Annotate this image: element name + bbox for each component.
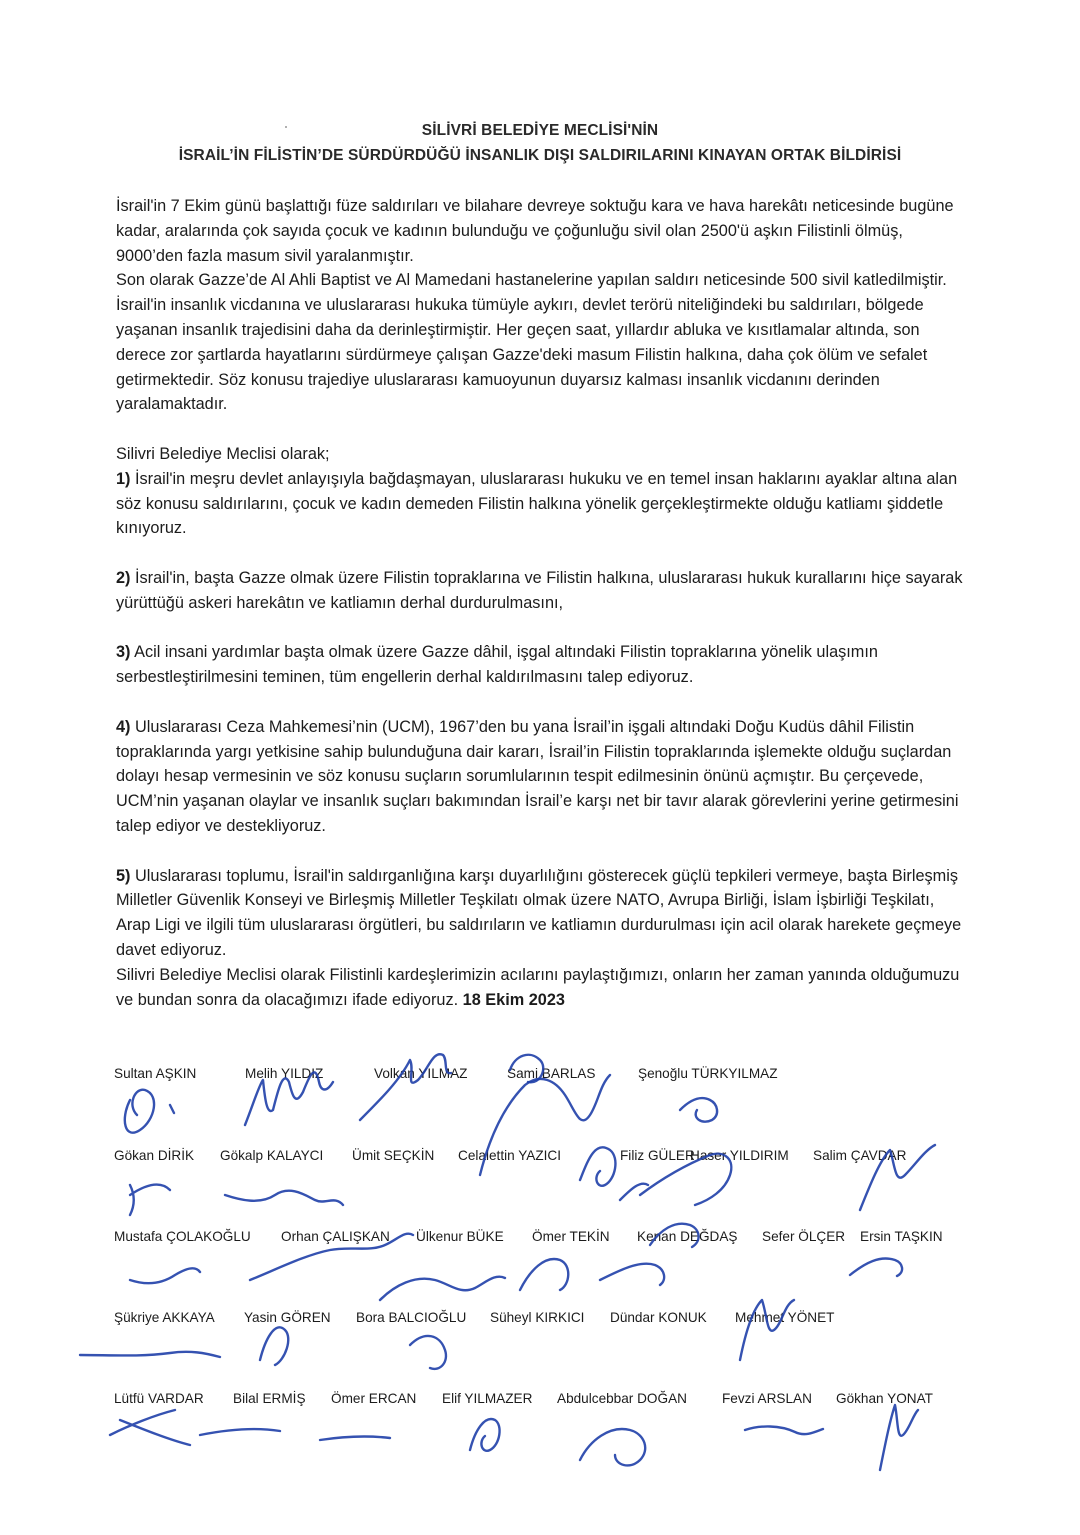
signature-stroke: [520, 1259, 568, 1290]
list-item: [116, 566, 966, 616]
signature-stroke: [380, 1277, 505, 1300]
signature-stroke: [410, 1336, 446, 1369]
item-text: Uluslararası toplumu, İsrail'in saldırganlığına karşı duyarlılığını gösterecek güçlü tepkileri vermeye, başta Birleşmiş Milletler Güvenlik Konseyi ve Birleşmiş Milletler Teşkilatı olmak üzere NATO, Avrupa Birliği, İslam İşbirliği Teşkilatı, Arap Ligi ve ilgili tüm uluslararası örgütleri, bu saldırıların ve katliamın durdurulması için acil olarak harekete geçmeye davet ediyoruz.: [116, 866, 962, 959]
signature-stroke: [130, 1268, 200, 1283]
signature-stroke: [745, 1426, 823, 1434]
paragraph: Son olarak Gazze’de Al Ahli Baptist ve Al Mamedani hastanelerine yapılan saldırı neticesinde 500 sivil katledilmiştir.: [116, 271, 947, 290]
document-title-line-2: İSRAİL’İN FİLİSTİN’DE SÜRDÜRDÜĞÜ İNSANLIK DIŞI SALDIRILARINI KINAYAN ORTAK BİLDİRİSİ: [178, 147, 902, 164]
signature-stroke: [260, 1327, 288, 1365]
list-item: [116, 715, 966, 839]
paragraph: İsrail'in insanlık vicdanına ve uluslararası hukuka tümüyle aykırı, devlet terörü niteliğindeki bu saldırıları, bölgede yaşanan insanlık trajedisini daha da derinleştirmiştir. Her geçen saat, yıllardır abluka ve kısıtlamalar altında, son derece zor şartlarda hayatlarını sürdürmeye çalışan Gazze'deki masum Filistin halkına, daha çok ölüm ve sefalet getirmektedir. Söz konusu trajediye uluslararası kamuoyunun duyarsız kalması insanlık vicdanını derinden yaralamaktadır.: [116, 296, 928, 414]
signatory-name: Haser YILDIRIM: [690, 1148, 789, 1163]
signatory-name: Elif YILMAZER: [442, 1391, 533, 1406]
item-text: Uluslararası Ceza Mahkemesi’nin (UCM), 1967’den bu yana İsrail’in işgali altındaki Doğu Kudüs dâhil Filistin topraklarında yargı yetkisine sahip bulunduğuna dair kararı, İsrail’in Filistin topraklarında işlemekte olduğu suçlardan dolayı hesap vermesinin ve söz konusu suçların sorumlularının tespit edilmesinin önünü açmıştır. Bu çerçevede, UCM’nin yaşanan olaylar ve insanlık suçları bakımından İsrail’e karşı net bir tavır alarak görevlerini yerine getirmesini talep ediyor ve destekliyoruz.: [116, 717, 959, 835]
signature-stroke: [130, 1185, 170, 1215]
document-date: 18 Ekim 2023: [462, 990, 565, 1009]
signature-stroke: [360, 1054, 451, 1120]
item-number: 1): [116, 469, 131, 488]
signatory-name: Gökan DİRİK: [114, 1148, 195, 1163]
signatory-name: Abdulcebbar DOĞAN: [557, 1391, 687, 1406]
item-number: 3): [116, 643, 131, 662]
signatory-name: Sami BARLAS: [507, 1066, 596, 1081]
signatory-name: Kenan DEĞDAŞ: [637, 1229, 738, 1244]
item-number: 5): [116, 866, 131, 885]
signature-stroke: [580, 1429, 645, 1465]
signatory-name: Ömer TEKİN: [532, 1229, 610, 1244]
signature-stroke: [850, 1258, 902, 1276]
signature-stroke: [740, 1300, 794, 1360]
paragraph: Silivri Belediye Meclisi olarak;: [116, 444, 330, 463]
signatory-name: Mustafa ÇOLAKOĞLU: [114, 1229, 251, 1244]
signatory-name: Salim ÇAVDAR: [813, 1148, 907, 1163]
signatory-name: Orhan ÇALIŞKAN: [281, 1229, 390, 1244]
signature-stroke: [470, 1419, 500, 1451]
signature-stroke: [320, 1437, 390, 1440]
signature-stroke: [80, 1352, 220, 1357]
signature-stroke: [110, 1410, 190, 1445]
signature-stroke: [880, 1405, 918, 1470]
signatory-name: Gökhan YONAT: [836, 1391, 933, 1406]
closing-text: Silivri Belediye Meclisi olarak Filistinli kardeşlerimizin acılarını paylaştığımızı, onların her zaman yanında olduğumuzu ve bundan sonra da olacağımızı ifade ediyoruz.: [116, 965, 960, 1009]
item-number: 4): [116, 717, 131, 736]
signatory-name: Ersin TAŞKIN: [860, 1229, 943, 1244]
signatory-name: Dündar KONUK: [610, 1310, 707, 1325]
closing-statement: [116, 963, 966, 1013]
signatory-name: Gökalp KALAYCI: [220, 1148, 324, 1163]
signatory-name: Şenoğlu TÜRKYILMAZ: [638, 1066, 778, 1081]
signatory-name: Lütfü VARDAR: [114, 1391, 204, 1406]
signatory-name: Bora BALCIOĞLU: [356, 1310, 467, 1325]
signature-stroke: [125, 1090, 174, 1133]
signatory-name: Süheyl KIRKICI: [490, 1310, 585, 1325]
declaration-body: [116, 194, 966, 1012]
signatory-name: Melih YILDIZ: [245, 1066, 324, 1081]
signatory-name: Yasin GÖREN: [244, 1310, 331, 1325]
signatory-name: Mehmet YÖNET: [735, 1310, 835, 1325]
signatory-name: Filiz GÜLER: [620, 1148, 695, 1163]
item-number: 2): [116, 568, 131, 587]
item-text: Acil insani yardımlar başta olmak üzere Gazze dâhil, işgal altındaki Filistin topraklarına yönelik ulaşımın serbestleştirilmesini teminen, tüm engellerin derhal kaldırılmasını talep ediyoruz.: [116, 643, 878, 687]
document-title-line-1: SİLİVRİ BELEDİYE MECLİSİ'NİN: [421, 122, 659, 139]
signature-stroke: [225, 1191, 343, 1205]
signatory-name: Sultan AŞKIN: [114, 1066, 197, 1081]
list-item: [116, 864, 966, 963]
signatory-name: Celalettin YAZICI: [458, 1148, 562, 1163]
item-text: İsrail'in, başta Gazze olmak üzere Filistin topraklarına ve Filistin halkına, uluslararası hukuk kurallarını hiçe sayarak yürüttüğü askeri harekâtın ve katliamın derhal durdurulmasını,: [116, 568, 963, 612]
signatory-name: Sefer ÖLÇER: [762, 1229, 846, 1244]
signatory-name: Ömer ERCAN: [331, 1391, 417, 1406]
signatory-name: Volkan YILMAZ: [374, 1066, 468, 1081]
signatory-name: Ülkenur BÜKE: [416, 1229, 504, 1244]
item-text: İsrail'in meşru devlet anlayışıyla bağdaşmayan, uluslararası hukuku ve en temel insan haklarını ayaklar altına alan söz konusu saldırılarını, çocuk ve kadın demeden Filistin halkına yönelik gerçekleştirmekte olduğu katliamı şiddetle kınıyoruz.: [116, 469, 958, 538]
signature-stroke: [680, 1098, 717, 1122]
signatory-name: Bilal ERMİŞ: [233, 1391, 306, 1406]
paragraph: İsrail'in 7 Ekim günü başlattığı füze saldırıları ve bilahare devreye soktuğu kara ve hava harekâtı neticesinde bugüne kadar, aralarında çok sayıda çocuk ve kadının bulunduğu ve çoğunluğu sivil olan 2500'ü aşkın Filistinli ölmüş, 9000’den fazla masum sivil yaralanmıştır.: [116, 197, 954, 265]
signature-stroke: [600, 1264, 664, 1285]
signature-stroke: [200, 1429, 280, 1435]
list-item: [116, 467, 966, 541]
list-item: [116, 640, 966, 690]
signatory-name: Şükriye AKKAYA: [114, 1310, 215, 1325]
signatory-name: Fevzi ARSLAN: [722, 1391, 812, 1406]
signatory-name: Ümit SEÇKİN: [352, 1148, 435, 1163]
